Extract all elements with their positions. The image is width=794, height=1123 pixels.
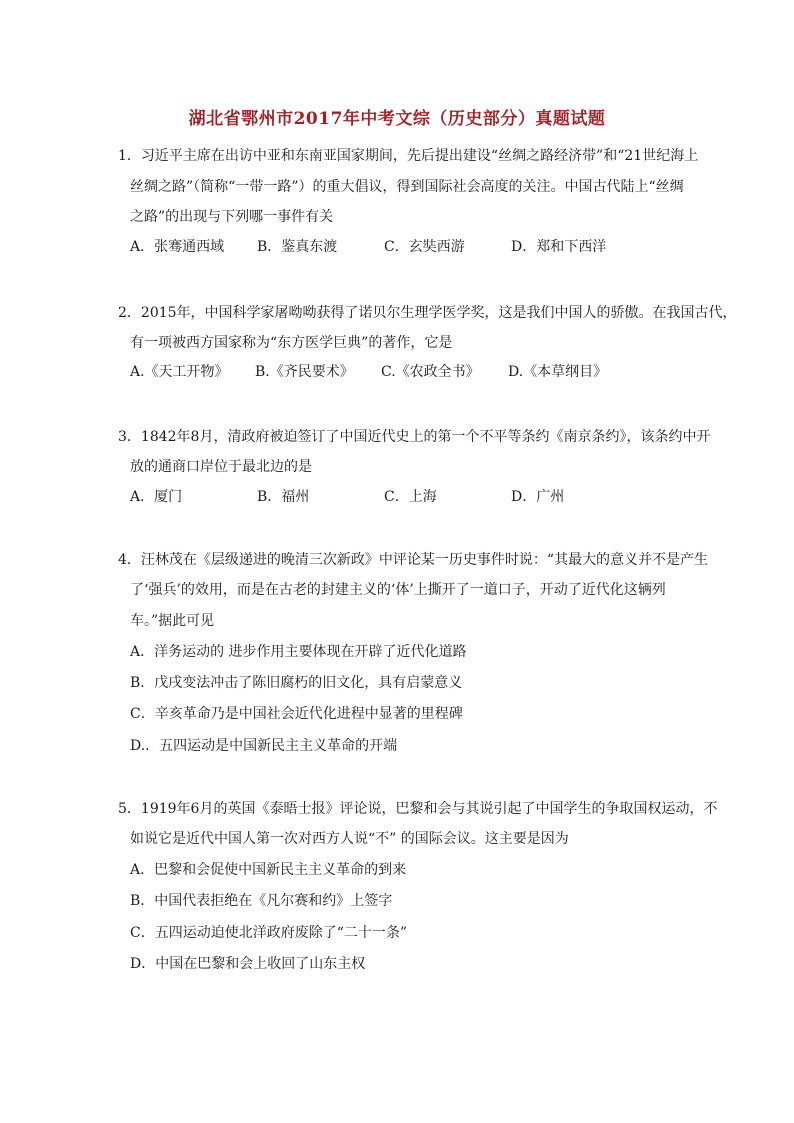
q1-option-d: D．郑和下西洋 (511, 239, 607, 255)
q1-text-line-2: 丝绸之路”（简称“一带一路”）的重大倡议，得到国际社会高度的关注。中国古代陆上“丝绸 (130, 179, 684, 195)
q4-text-line-2: 了‘强兵’的效用，而是在古老的封建主义的‘体’上撕开了一道口子，开动了近代化这辆列 (130, 582, 666, 598)
q2-text-line-2: 有一项被西方国家称为“东方医学巨典”的著作，它是 (130, 335, 453, 351)
q3-option-d: D．广州 (511, 489, 565, 505)
q1-option-c: C．玄奘西游 (384, 239, 465, 255)
q4-text-line-1: 4．汪林茂在《层级递进的晚清三次新政》中评论某一历史事件时说：“其最大的意义并不是产生 (118, 552, 709, 568)
q3-text-line-1: 3．1842年8月，清政府被迫签订了中国近代史上的第一个不平等条约《南京条约》，该条约中开 (118, 429, 711, 445)
q5-option-d: D．中国在巴黎和会上收回了山东主权 (130, 956, 366, 972)
q2-text-line-1: 2．2015年，中国科学家屠呦呦获得了诺贝尔生理学医学奖，这是我们中国人的骄傲。在我国古代， (118, 305, 737, 321)
q4-option-c: C．辛亥革命乃是中国社会近代化进程中显著的里程碑 (130, 706, 463, 722)
q3-text-line-2: 放的通商口岸位于最北边的是 (130, 459, 312, 475)
q1-option-b: B．鉴真东渡 (257, 239, 338, 255)
q1-text-line-3: 之路”的出现与下列哪一事件有关 (130, 209, 334, 225)
q3-option-a: A．厦门 (130, 489, 183, 505)
q5-text-line-2: 如说它是近代中国人第一次对西方人说“不” 的国际会议。这主要是因为 (130, 831, 569, 847)
q3-option-b: B．福州 (257, 489, 310, 505)
q4-option-a: A．洋务运动的 进步作用主要体现在开辟了近代化道路 (130, 644, 467, 660)
q5-text-line-1: 5．1919年6月的英国《泰晤士报》评论说，巴黎和会与其说引起了中国学生的争取国权运动，不 (118, 801, 718, 817)
q1-text-line-1: 1．习近平主席在出访中亚和东南亚国家期间，先后提出建设“丝绸之路经济带”和“21世纪海上 (118, 148, 699, 164)
q4-option-d: D.．五四运动是中国新民主主义革命的开端 (130, 738, 398, 754)
q4-text-line-3: 车。”据此可见 (130, 613, 215, 629)
page-title: 湖北省鄂州市2017年中考文综（历史部分）真题试题 (188, 109, 606, 129)
q3-option-c: C．上海 (384, 489, 437, 505)
q4-option-b: B．戊戌变法冲击了陈旧腐朽的旧文化，具有启蒙意义 (130, 675, 463, 691)
q2-option-d: D.《本草纲目》 (508, 364, 608, 380)
q5-option-c: C．五四运动迫使北洋政府废除了“二十一条” (130, 925, 408, 941)
q2-option-c: C.《农政全书》 (381, 364, 480, 380)
q2-option-b: B.《齐民要术》 (255, 364, 354, 380)
q2-option-a: A.《天工开物》 (130, 364, 229, 380)
q5-option-b: B．中国代表拒绝在《凡尔赛和约》上签字 (130, 893, 393, 909)
q5-option-a: A．巴黎和会促使中国新民主主义革命的到来 (130, 862, 407, 878)
q1-option-a: A．张骞通西域 (130, 239, 225, 255)
